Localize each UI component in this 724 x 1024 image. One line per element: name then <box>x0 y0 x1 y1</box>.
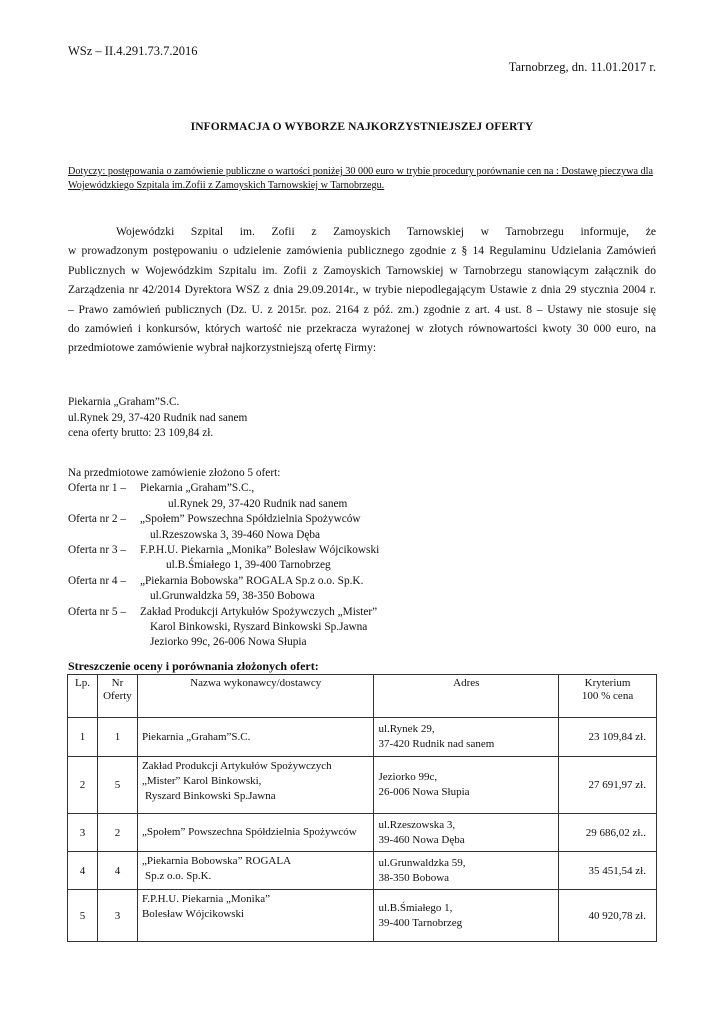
document-reference: WSz – II.4.291.73.7.2016 <box>68 44 198 58</box>
offer-line: ul.Rzeszowska 3, 39-460 Nowa Dęba <box>150 528 321 541</box>
cell-name: F.P.H.U. Piekarnia „Monika” Bolesław Wójcikowski <box>137 890 374 942</box>
cell-price: 35 451,54 zł. <box>559 852 657 890</box>
cell-lp: 1 <box>68 718 98 757</box>
offer-label: Oferta nr 3 – <box>68 544 127 557</box>
cell-offer-number: 4 <box>97 852 137 890</box>
comparison-table <box>67 674 657 942</box>
offer-item <box>68 574 379 589</box>
header-address: Adres <box>374 675 559 718</box>
header-name: Nazwa wykonawcy/dostawcy <box>137 675 374 718</box>
header-lp: Lp. <box>68 675 98 718</box>
body-line: w prowadzonym postępowaniu o udzielenie zamówienia publicznego zgodnie z § 14 Regulaminu Udzielania Zamówień <box>68 244 656 258</box>
offer-line: F.P.H.U. Piekarnia „Monika” Bolesław Wójcikowski <box>140 544 380 557</box>
cell-lp: 3 <box>68 814 98 852</box>
table-row <box>68 852 657 890</box>
cell-price: 27 691,97 zł. <box>559 757 657 814</box>
offer-label: Oferta nr 5 – <box>68 605 127 618</box>
body-line: Zarządzenia nr 42/2014 Dyrektora WSZ z dnia 29.09.2014r., w trybie niepodlegającym Ustawie z dnia 29 stycznia 2004 r. <box>68 283 656 297</box>
offer-line: Piekarnia „Graham”S.C., <box>140 482 255 495</box>
offer-label: Oferta nr 2 – <box>68 513 127 526</box>
table-header-row <box>68 675 657 718</box>
winner-price: cena oferty brutto: 23 109,84 zł. <box>68 427 214 439</box>
summary-heading: Streszczenie oceny i porównania złożonych ofert: <box>68 659 319 673</box>
body-line: przedmiotowe zamówienie wybrał najkorzystniejszą ofertę Firmy: <box>68 341 377 355</box>
cell-address: ul.Grunwaldzka 59, 38-350 Bobowa <box>374 852 559 890</box>
cell-price: 29 686,02 zł.. <box>559 814 657 852</box>
cell-offer-number: 1 <box>97 718 137 757</box>
cell-address: Jeziorko 99c, 26-006 Nowa Słupia <box>374 757 559 814</box>
table-row <box>68 814 657 852</box>
document-title: INFORMACJA O WYBORZE NAJKORZYSTNIEJSZEJ OFERTY <box>190 121 534 133</box>
body-line: do zamówień i konkursów, których wartość nie przekracza wyrażonej w złotych równowartości kwoty 30 000 euro, na <box>68 321 656 335</box>
body-line: Publicznych w Wojewódzkim Szpitalu im. Zofii z Zamoyskich Tarnowskiej w Tarnobrzegu stanowiącym załącznik do <box>68 263 656 277</box>
header-criterion: Kryterium 100 % cena <box>559 675 657 718</box>
cell-name: Zakład Produkcji Artykułów Spożywczych „Mister” Karol Binkowski, Ryszard Binkowski Sp.Jawna <box>137 757 374 814</box>
cell-price: 40 920,78 zł. <box>559 890 657 942</box>
offer-item <box>68 481 379 496</box>
offer-line: Zakład Produkcji Artykułów Spożywczych „Mister” <box>140 605 378 618</box>
offer-line: „Społem” Powszechna Spółdzielnia Spożywców <box>140 513 361 526</box>
header-offer-number: Nr Oferty <box>97 675 137 718</box>
table-row <box>68 757 657 814</box>
cell-name: „Piekarnia Bobowska” ROGALA Sp.z o.o. Sp.K. <box>137 852 374 890</box>
winner-address: ul.Rynek 29, 37-420 Rudnik nad sanem <box>68 411 248 424</box>
cell-name: Piekarnia „Graham”S.C. <box>137 718 374 757</box>
selected-offer <box>68 395 247 442</box>
offer-label: Oferta nr 4 – <box>68 574 127 587</box>
cell-lp: 4 <box>68 852 98 890</box>
body-line: – Prawo zamówień publicznych (Dz. U. z 2015r. poz. 2164 z póź. zm.) zgodnie z art. 4 ust. 8 – Ustawy nie stosuje się <box>68 302 656 316</box>
table-row <box>68 890 657 942</box>
offer-line: „Piekarnia Bobowska” ROGALA Sp.z o.o. Sp.K. <box>140 574 364 587</box>
offer-line: Karol Binkowski, Ryszard Binkowski Sp.Jawna <box>150 621 368 634</box>
place-date: Tarnobrzeg, dn. 11.01.2017 r. <box>508 60 656 74</box>
offers-list <box>68 466 379 651</box>
cell-offer-number: 3 <box>97 890 137 942</box>
concern-line: Dotyczy: postępowania o zamówienie publiczne o wartości poniżej 30 000 euro w trybie procedury porównanie cen na : Dostawę pieczywa dla Wojewódzkiego Szpitala im.Zofii z Zamoyskich Tarnowskiej w Tarnobrzegu. <box>68 166 654 191</box>
offer-label: Oferta nr 1 – <box>68 482 127 495</box>
offer-line: ul.Grunwaldzka 59, 38-350 Bobowa <box>150 590 315 603</box>
body-line: Wojewódzki Szpital im. Zofii z Zamoyskich Tarnowskiej w Tarnobrzegu informuje, że <box>116 225 656 238</box>
winner-name: Piekarnia „Graham”S.C. <box>68 396 180 408</box>
cell-offer-number: 5 <box>97 757 137 814</box>
cell-address: ul.Rynek 29, 37-420 Rudnik nad sanem <box>374 718 559 757</box>
cell-address: ul.Rzeszowska 3, 39-460 Nowa Dęba <box>374 814 559 852</box>
cell-lp: 5 <box>68 890 98 942</box>
offer-line: ul.B.Śmiałego 1, 39-400 Tarnobrzeg <box>166 559 331 572</box>
body-paragraph <box>68 222 656 358</box>
offer-item <box>68 605 379 620</box>
cell-lp: 2 <box>68 757 98 814</box>
offer-item <box>68 543 379 558</box>
offers-intro: Na przedmiotowe zamówienie złożono 5 ofert: <box>68 467 281 479</box>
cell-name: „Społem” Powszechna Spółdzielnia Spożywców <box>137 814 374 852</box>
offer-item <box>68 512 379 527</box>
cell-address: ul.B.Śmiałego 1, 39-400 Tarnobrzeg <box>374 890 559 942</box>
offer-line: ul.Rynek 29, 37-420 Rudnik nad sanem <box>168 497 348 510</box>
cell-price: 23 109,84 zł. <box>559 718 657 757</box>
table-row <box>68 718 657 757</box>
offer-line: Jeziorko 99c, 26-006 Nowa Słupia <box>150 636 307 649</box>
cell-offer-number: 2 <box>97 814 137 852</box>
